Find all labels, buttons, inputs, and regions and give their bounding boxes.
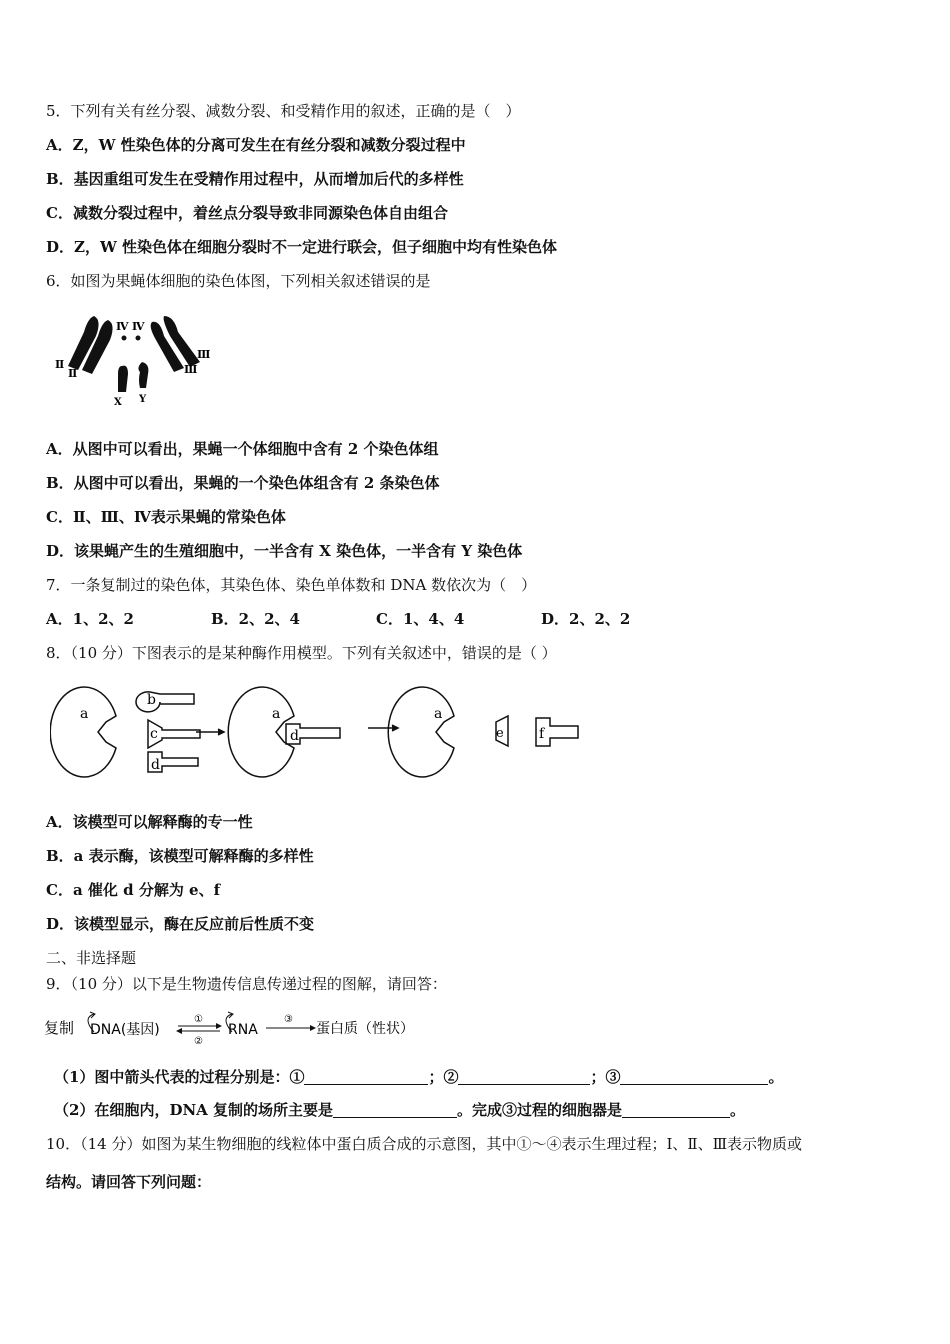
label-dna: DNA(基因) [90, 1022, 160, 1038]
q8-stem: 8．（10 分）下图表示的是某种酶作用模型。下列有关叙述中，错误的是（ ） [46, 644, 557, 662]
q6-option-d: D．该果蝇产生的生殖细胞中，一半含有 X 染色体，一半含有 Y 染色体 [46, 542, 523, 560]
q9-sub2 [54, 1100, 745, 1120]
q8-option-c: C．a 催化 d 分解为 e、f [46, 881, 221, 899]
transcription-arrow-head [216, 1023, 222, 1029]
q9-stem: 9．（10 分）以下是生物遗传信息传递过程的图解，请回答： [46, 975, 447, 993]
enzyme-a-3 [388, 687, 454, 777]
q9-sub1-end: 。 [768, 1068, 784, 1086]
label-iv-1: Ⅳ [116, 320, 129, 333]
reaction-arrow-2-head [392, 725, 398, 731]
q7-stem: 7．一条复制过的染色体，其染色体、染色单体数和 DNA 数依次为（ ） [46, 576, 537, 594]
label-c: c [150, 726, 158, 742]
label-f: f [539, 726, 545, 742]
q9-sub1-sep1: ；② [428, 1068, 459, 1086]
reverse-transcription-arrow-head [176, 1028, 182, 1034]
label-ii-2: Ⅱ [68, 367, 78, 380]
label-circle-3: ③ [284, 1014, 293, 1025]
q6-option-c: C．Ⅱ、Ⅲ、Ⅳ表示果蝇的常染色体 [46, 508, 286, 526]
answer-blank-2[interactable] [458, 1069, 590, 1085]
label-y: Y [139, 394, 147, 405]
chromosome-x [118, 366, 128, 392]
q5-option-c: C．减数分裂过程中，着丝点分裂导致非同源染色体自由组合 [46, 204, 448, 222]
q10-stem-line2: 结构。请回答下列问题： [46, 1173, 212, 1191]
q5-stem: 5．下列有关有丝分裂、减数分裂、和受精作用的叙述，正确的是（ ） [46, 102, 521, 120]
enzyme-model-figure [50, 676, 590, 786]
chromosome-y [138, 362, 148, 388]
q9-sub1-prefix: （1）图中箭头代表的过程分别是：① [54, 1068, 305, 1086]
label-ii-1: Ⅱ [55, 358, 65, 371]
chromosome-iv-left [122, 336, 127, 341]
label-d-2: d [290, 728, 299, 744]
label-d-1: d [151, 757, 160, 773]
q6-stem: 6．如图为果蝇体细胞的染色体图，下列相关叙述错误的是 [46, 272, 431, 290]
q5-option-d: D．Z，W 性染色体在细胞分裂时不一定进行联会，但子细胞中均有性染色体 [46, 238, 558, 256]
label-a-1: a [80, 706, 89, 722]
q7-option-a: A．1、2、2 [46, 610, 134, 628]
q9-sub2-end: 。 [730, 1101, 746, 1119]
label-b: b [147, 692, 156, 708]
answer-blank-5[interactable] [622, 1102, 730, 1118]
central-dogma-diagram [44, 1008, 444, 1048]
label-a-2: a [272, 706, 281, 722]
label-circle-2: ② [194, 1036, 203, 1047]
answer-blank-3[interactable] [620, 1069, 768, 1085]
reaction-arrow-1-head [218, 729, 224, 735]
q8-option-a: A．该模型可以解释酶的专一性 [46, 813, 253, 831]
q9-sub1-sep2: ；③ [590, 1068, 621, 1086]
label-a-3: a [434, 706, 443, 722]
label-rna: RNA [228, 1022, 258, 1038]
label-e: e [496, 726, 504, 741]
q6-option-a: A．从图中可以看出，果蝇一个体细胞中含有 2 个染色体组 [46, 440, 439, 458]
q9-sub1 [54, 1067, 784, 1087]
q7-option-b: B．2、2、4 [211, 610, 300, 628]
q5-option-b: B．基因重组可发生在受精作用过程中，从而增加后代的多样性 [46, 170, 464, 188]
answer-blank-1[interactable] [304, 1069, 428, 1085]
label-iii-2: Ⅲ [184, 363, 198, 376]
answer-blank-4[interactable] [333, 1102, 457, 1118]
q9-sub2-mid: 。完成③过程的细胞器是 [457, 1101, 623, 1119]
substrate-b [136, 692, 194, 712]
q8-option-d: D．该模型显示，酶在反应前后性质不变 [46, 915, 315, 933]
section-heading: 二、非选择题 [46, 949, 137, 967]
q7-options [46, 609, 706, 629]
enzyme-a-2 [228, 687, 294, 777]
enzyme-a-1 [50, 687, 116, 777]
label-circle-1: ① [194, 1014, 203, 1025]
q10-stem-line1-text: 10．（14 分）如图为某生物细胞的线粒体中蛋白质合成的示意图，其中①～④表示生理过程；Ⅰ、Ⅱ、Ⅲ表示物质或 [46, 1135, 803, 1153]
q9-sub2-prefix: （2）在细胞内，DNA 复制的场所主要是 [54, 1101, 334, 1119]
q6-option-b: B．从图中可以看出，果蝇的一个染色体组含有 2 条染色体 [46, 474, 440, 492]
label-x: X [114, 397, 122, 408]
label-protein: 蛋白质（性状） [316, 1021, 414, 1037]
q7-option-d: D．2、2、2 [541, 610, 631, 628]
label-iv-2: Ⅳ [132, 320, 145, 333]
chromosome-iv-right [136, 336, 141, 341]
label-copy: 复制 [44, 1019, 75, 1037]
label-iii-1: Ⅲ [197, 348, 211, 361]
q7-option-c: C．1、4、4 [376, 610, 465, 628]
chromosome-figure [52, 310, 217, 410]
q8-option-b: B．a 表示酶，该模型可解释酶的多样性 [46, 847, 314, 865]
q10-stem-line1 [46, 1134, 802, 1154]
q5-option-a: A．Z，W 性染色体的分离可发生在有丝分裂和减数分裂过程中 [46, 136, 466, 154]
